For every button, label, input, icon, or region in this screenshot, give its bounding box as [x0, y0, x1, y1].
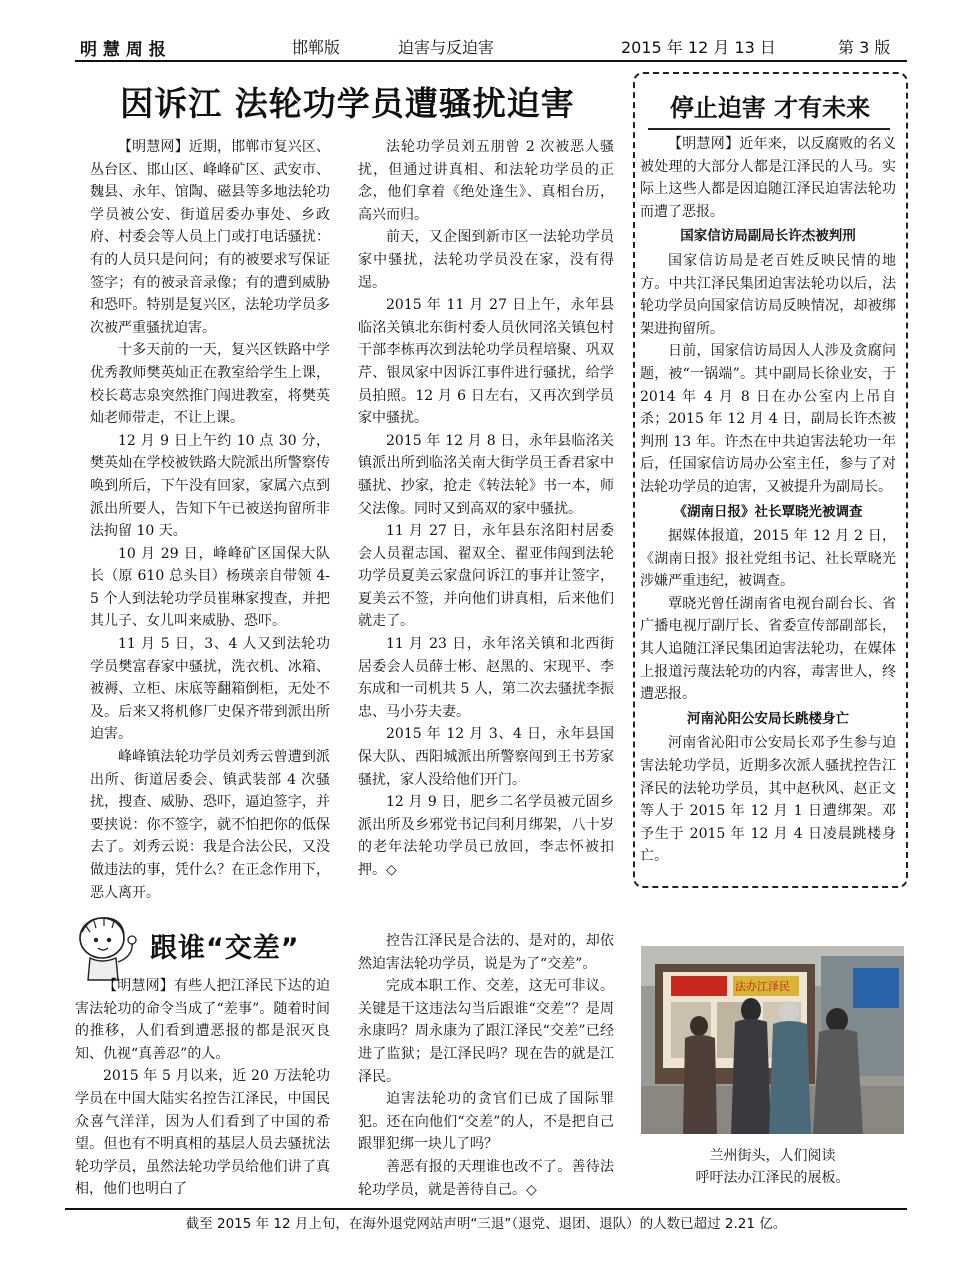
street-photo-image: [641, 946, 904, 1134]
sidebar-title-rule: [648, 128, 890, 130]
article2-column-2: [358, 930, 614, 1201]
header-rule: [75, 60, 907, 62]
caption-line-1: 兰州街头，人们阅读: [709, 1148, 836, 1164]
sidebar-subheading: 《湖南日报》社长覃晓光被调查: [673, 503, 863, 520]
article1-paragraph: 12 月 9 日，肥乡二名学员被元固乡派出所及乡邪党书记闫利月绑架，八十岁的老年法轮功学员已放回，李志怀被扣押。◇: [358, 794, 614, 878]
cartoon-figure-icon: [72, 912, 142, 984]
article2-paragraph: 2015 年 5 月以来，近 20 万法轮功学员在中国大陆实名控告江泽民，中国民众喜气洋洋，因为人们看到了中国的希望。但也有不明真相的基层人员去骚扰法轮功学员，虽然法轮功学员给他们讲了真相，他们也明白了: [75, 1068, 330, 1198]
article1-paragraph: 法轮功学员刘五朋曾 2 次被恶人骚扰，但通过讲真相、和法轮功学员的正念，他们拿着《绝处逢生》、真相台历，高兴而归。: [358, 139, 614, 223]
article1-paragraph: 11 月 23 日，永年洺关镇和北西街居委会人员薛士彬、赵黑的、宋现平、李东成和一司机共 5 人，第二次去骚扰李振忠、马小芬夫妻。: [358, 636, 614, 720]
article2-paragraph: 完成本职工作、交差，这无可非议。关键是干这违法勾当后跟谁“交差”？是周永康吗？周永康为了跟江泽民“交差”已经进了监狱；是江泽民吗？现在告的就是江泽民。: [358, 978, 614, 1085]
article2-paragraph: 控告江泽民是合法的、是对的，却依然迫害法轮功学员，说是为了“交差”。: [358, 933, 614, 972]
article1-paragraph: 峰峰镇法轮功学员刘秀云曾遭到派出所、街道居委会、镇武装部 4 次骚扰，搜查、威胁、恐吓，逼迫签字，并要挟说：你不签字，就不怕把你的低保去了。刘秀云说：我是合法公民，又没做违法的事，凭什么？在正念作用下，恶人离开。: [90, 749, 330, 901]
sidebar-paragraph: 日前，国家信访局因人人涉及贪腐问题，被“一锅端”。其中副局长徐业安，于 2014 年 4 月 8 日在办公室内上吊自杀；2015 年 12 月 4 日，副局长许杰被判刑 13 年。许杰在中共迫害法轮功一年后，任国家信访局办公室主任，参与了对法轮功学员的迫害，又被提升为副局长。: [640, 343, 896, 495]
article1-paragraph: 2015 年 12 月 8 日，永年县临洺关镇派出所到临洺关南大街学员王香君家中骚扰、抄家，抢走《转法轮》书一本，师父法像。同时又到高双的家中骚扰。: [358, 432, 614, 517]
article1-paragraph: 10 月 29 日，峰峰矿区国保大队长（原 610 总头目）杨瑛亲自带领 4-5 个人到法轮功学员崔琳家搜查，并把其儿子、女儿叫来威胁、恐吓。: [90, 545, 330, 630]
article2-title: 跟谁“交差”: [150, 933, 300, 964]
masthead: [80, 35, 906, 60]
footer-rule: [65, 1208, 907, 1210]
article1-paragraph: 【明慧网】近期，邯郸市复兴区、丛台区、邯山区、峰峰矿区、武安市、魏县、永年、馆陶、磁县等多地法轮功学员被公安、街道居委办事处、乡政府、村委会等人员上门或打电话骚扰：有的人员只是问问；有的被要求写保证签字；有的被录音录像；有的遭到威胁和恐吓。特别是复兴区，法轮功学员多次被严重骚扰迫害。: [90, 139, 330, 336]
sidebar-paragraph: 覃晓光曾任湖南省电视台副台长、省广播电视厅副厅长、省委宣传部副部长，其人追随江泽民集团迫害法轮功，在媒体上报道污蔑法轮功的内容，毒害世人，终遭恶报。: [640, 595, 896, 703]
paper-name: 明 慧 周 报: [80, 40, 166, 60]
article1-column-2: [358, 136, 614, 882]
board-text: 法办江泽民: [735, 980, 790, 993]
sidebar-body: [640, 133, 896, 868]
issue-date: 2015 年 12 月 13 日: [621, 38, 776, 57]
page-number: 第 3 版: [838, 38, 891, 57]
article1-paragraph: 11 月 27 日，永年县东洺阳村居委会人员翟志国、翟双全、翟亚伟闯到法轮功学员夏美云家盘问诉江的事并让签字，夏美云不签，并向他们讲真相，后来他们就走了。: [358, 523, 614, 630]
edition-label: 邯郸版: [292, 38, 341, 57]
sidebar-paragraph: 国家信访局是老百姓反映民情的地方。中共江泽民集团迫害法轮功以后，法轮功学员向国家信访局反映情况，却被绑架进拘留所。: [640, 252, 896, 337]
article1-title: 因诉江 法轮功学员遭骚扰迫害: [120, 84, 575, 123]
photo-caption: [641, 1145, 904, 1189]
article2-paragraph: 善恶有报的天理谁也改不了。善待法轮功学员，就是善待自己。◇: [358, 1158, 614, 1198]
sidebar-subheading: 国家信访局副局长许杰被判刑: [680, 228, 856, 245]
section-label: 迫害与反迫害: [398, 38, 495, 57]
footer-note: 截至 2015 年 12 月上旬，在海外退党网站声明“三退”（退党、退团、退队）的人数已超过 2.21 亿。: [185, 1216, 787, 1232]
sidebar-paragraph: 河南省沁阳市公安局长邓予生参与迫害法轮功学员，近期多次派人骚扰控告江泽民的法轮功学员，其中赵秋风、赵正文等人于 2015 年 12 月 1 日遭绑架。邓予生于 2015 年 12 月 4 日凌晨跳楼身亡。: [640, 735, 896, 865]
article2-paragraph: 迫害法轮功的贪官们已成了国际罪犯。还在向他们“交差”的人，不是把自己跟罪犯绑一块儿了吗？: [358, 1091, 614, 1153]
article1-paragraph: 2015 年 12 月 3、4 日，永年县国保大队、西阳城派出所警察闯到王书芳家骚扰，家人没给他们开门。: [358, 726, 614, 788]
article2-paragraph: 【明慧网】有些人把江泽民下达的迫害法轮功的命令当成了“差事”。随着时间的推移，人们看到遭恶报的都是泯灭良知、仇视“真善忍”的人。: [75, 978, 330, 1062]
article1-column-1: [90, 136, 330, 904]
sidebar-intro: 【明慧网】近年来，以反腐败的名义被处理的大部分人都是江泽民的人马。实际上这些人都是因追随江泽民迫害法轮功而遭了恶报。: [640, 136, 896, 220]
sidebar-subheading: 河南沁阳公安局长跳楼身亡: [687, 710, 849, 727]
article1-paragraph: 十多天前的一天，复兴区铁路中学优秀教师樊英灿正在教室给学生上课，校长葛志泉突然推门闯进教室，将樊英灿老师带走，不让上课。: [90, 342, 330, 427]
article2-column-1: [75, 975, 330, 1201]
sidebar-paragraph: 据媒体报道，2015 年 12 月 2 日，《湖南日报》报社党组书记、社长覃晓光涉嫌严重违纪，被调查。: [640, 528, 896, 590]
article1-paragraph: 前天，又企图到新市区一法轮功学员家中骚扰，法轮功学员没在家，没有得逞。: [358, 229, 614, 291]
article1-paragraph: 2015 年 11 月 27 日上午，永年县临洺关镇北东街村委人员伙同洺关镇包村干部李栋再次到法轮功学员程培聚、巩双芹、银凤家中因诉江事件进行骚扰，给学员拍照。12 月 6 日左右，又再次到学员家中骚扰。: [358, 297, 614, 427]
sidebar-title: 停止迫害 才有未来: [669, 94, 871, 122]
article1-paragraph: 11 月 5 日，3、4 人又到法轮功学员樊富春家中骚扰，洗衣机、冰箱、被褥、立柜、床底等翻箱倒柜，无处不及。后来又将机修厂史保齐带到派出所迫害。: [90, 636, 330, 743]
article1-paragraph: 12 月 9 日上午约 10 点 30 分，樊英灿在学校被铁路大院派出所警察传唤到所后，下午没有回家，家属六点到派出所要人，告知下午已被送拘留所非法拘留 10 天。: [90, 432, 330, 540]
caption-line-2: 呼吁法办江泽民的展板。: [695, 1170, 850, 1186]
